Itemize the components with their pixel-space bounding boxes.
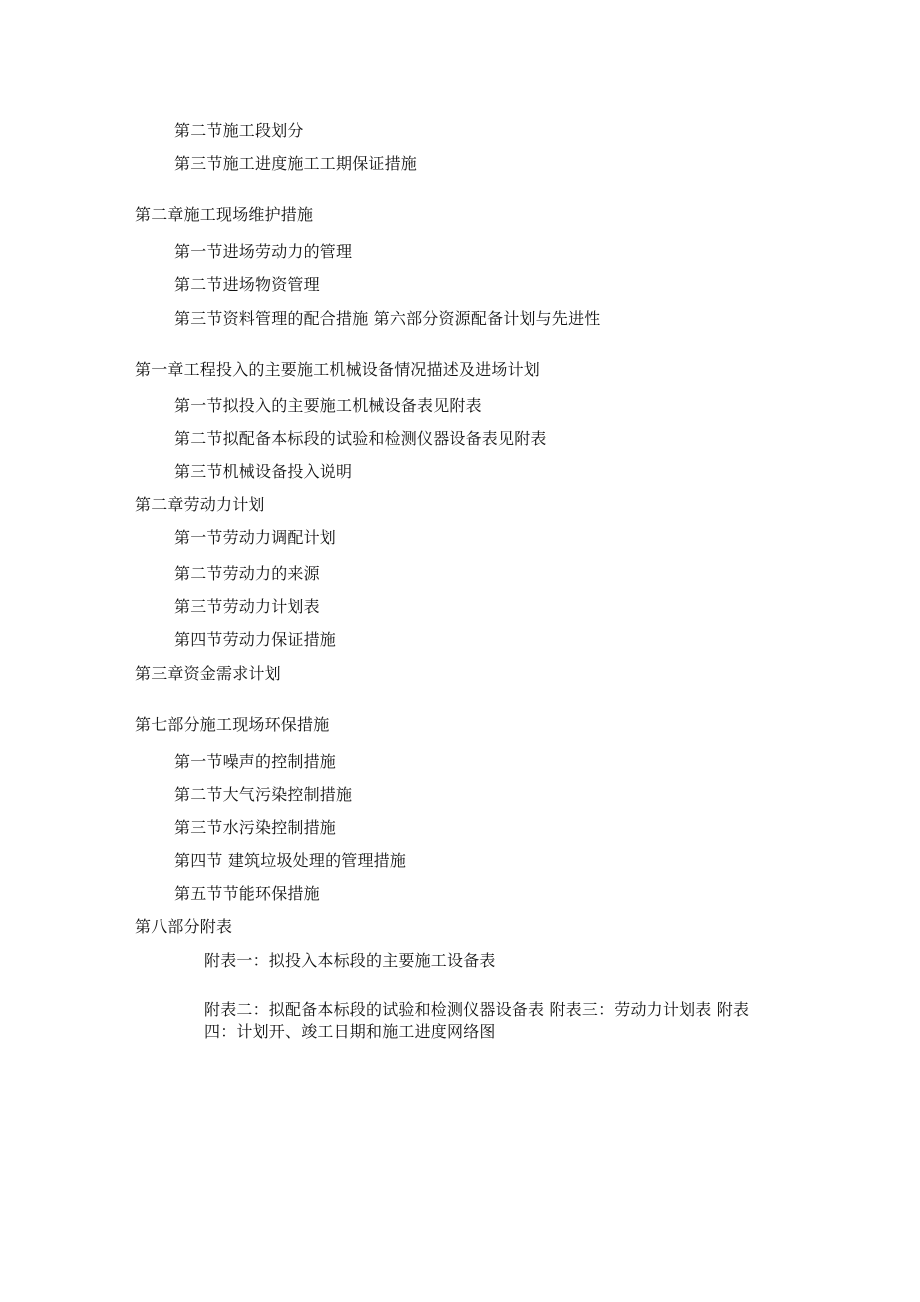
toc-section-entry: 第一节进场劳动力的管理 bbox=[174, 242, 353, 261]
toc-chapter-entry: 第二章施工现场维护措施 bbox=[135, 205, 314, 224]
toc-appendix-entry: 附表一：拟投入本标段的主要施工设备表 bbox=[204, 951, 496, 970]
toc-appendix-entry: 四：计划开、竣工日期和施工进度网络图 bbox=[204, 1022, 496, 1041]
toc-chapter-entry: 第三章资金需求计划 bbox=[135, 664, 281, 683]
toc-section-entry: 第五节节能环保措施 bbox=[174, 884, 320, 903]
toc-section-entry: 第三节劳动力计划表 bbox=[174, 597, 320, 616]
toc-section-entry: 第二节施工段划分 bbox=[174, 121, 304, 140]
toc-section-entry: 第四节劳动力保证措施 bbox=[174, 630, 337, 649]
toc-section-entry: 第一节拟投入的主要施工机械设备表见附表 bbox=[174, 396, 482, 415]
toc-part-entry: 第七部分施工现场环保措施 bbox=[135, 715, 330, 734]
toc-section-entry: 第四节 建筑垃圾处理的管理措施 bbox=[174, 851, 407, 870]
toc-section-entry: 第二节劳动力的来源 bbox=[174, 564, 320, 583]
toc-section-entry: 第三节机械设备投入说明 bbox=[174, 462, 353, 481]
toc-section-entry: 第二节进场物资管理 bbox=[174, 275, 320, 294]
toc-section-entry: 第三节资料管理的配合措施 第六部分资源配备计划与先进性 bbox=[174, 309, 601, 328]
toc-section-entry: 第一节劳动力调配计划 bbox=[174, 528, 337, 547]
toc-section-entry: 第二节拟配备本标段的试验和检测仪器设备表见附表 bbox=[174, 429, 547, 448]
toc-section-entry: 第三节施工进度施工工期保证措施 bbox=[174, 154, 418, 173]
toc-section-entry: 第二节大气污染控制措施 bbox=[174, 785, 353, 804]
toc-chapter-entry: 第二章劳动力计划 bbox=[135, 495, 265, 514]
toc-appendix-entry: 附表二：拟配备本标段的试验和检测仪器设备表 附表三：劳动力计划表 附表 bbox=[204, 1000, 750, 1019]
toc-chapter-entry: 第一章工程投入的主要施工机械设备情况描述及进场计划 bbox=[135, 360, 541, 379]
toc-section-entry: 第一节噪声的控制措施 bbox=[174, 752, 337, 771]
toc-section-entry: 第三节水污染控制措施 bbox=[174, 818, 337, 837]
toc-part-entry: 第八部分附表 bbox=[135, 917, 233, 936]
